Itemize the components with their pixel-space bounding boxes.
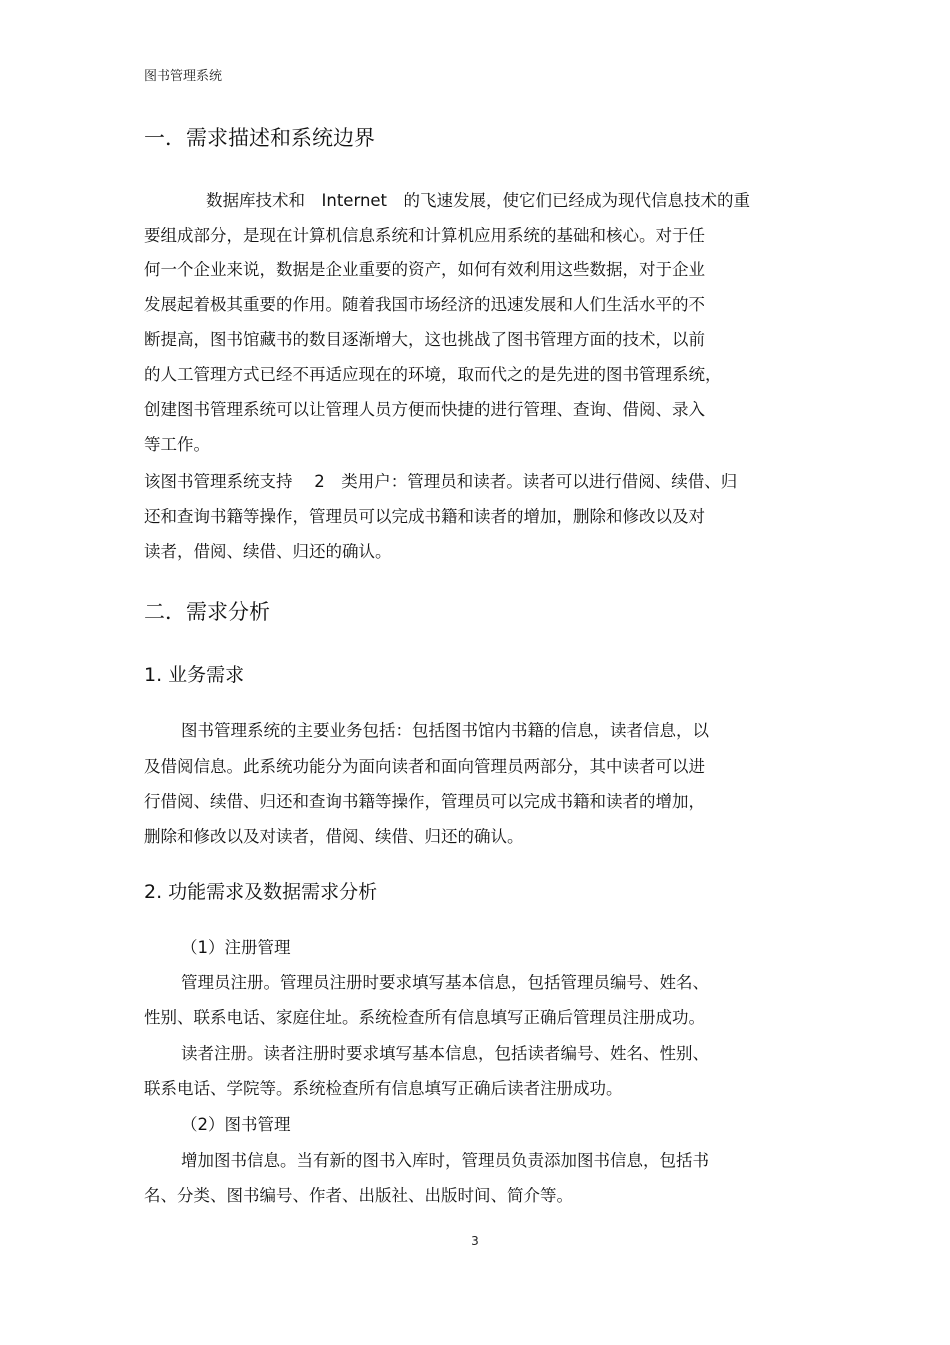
paragraph-line: 读者，借阅、续借、归还的确认。 (144, 542, 392, 561)
item-title-registration: （1）注册管理 (181, 938, 291, 957)
paragraph-line: 发展起着极其重要的作用。随着我国市场经济的迅速发展和人们生活水平的不 (144, 295, 705, 314)
paragraph-line: 读者注册。读者注册时要求填写基本信息，包括读者编号、姓名、性别、 (181, 1044, 709, 1063)
paragraph-line: 行借阅、续借、归还和查询书籍等操作，管理员可以完成书籍和读者的增加， (144, 792, 705, 811)
paragraph-line: 断提高，图书馆藏书的数目逐渐增大，这也挑战了图书管理方面的技术，以前 (144, 330, 705, 349)
paragraph-line: 名、分类、图书编号、作者、出版社、出版时间、简介等。 (144, 1186, 573, 1205)
paragraph-line: 性别、联系电话、家庭住址。系统检查所有信息填写正确后管理员注册成功。 (144, 1008, 705, 1027)
paragraph-line: 创建图书管理系统可以让管理人员方便而快捷的进行管理、查询、借阅、录入 (144, 400, 705, 419)
paragraph-line: 的人工管理方式已经不再适应现在的环境，取而代之的是先进的图书管理系统， (144, 365, 722, 384)
section-heading-requirements-analysis: 二．需求分析 (144, 600, 270, 624)
item-title-book-management: （2）图书管理 (181, 1115, 291, 1134)
running-header: 图书管理系统 (144, 69, 223, 84)
paragraph-line: 该图书管理系统支持 2 类用户：管理员和读者。读者可以进行借阅、续借、归 (144, 472, 738, 491)
paragraph-line: 删除和修改以及对读者，借阅、续借、归还的确认。 (144, 827, 524, 846)
paragraph-line: 联系电话、学院等。系统检查所有信息填写正确后读者注册成功。 (144, 1079, 623, 1098)
subsection-heading-functional: 2. 功能需求及数据需求分析 (144, 881, 378, 903)
section-heading-requirements-boundary: 一．需求描述和系统边界 (144, 126, 375, 150)
paragraph-line: 数据库技术和 Internet 的飞速发展，使它们已经成为现代信息技术的重 (206, 191, 751, 210)
paragraph-line: 何一个企业来说，数据是企业重要的资产，如何有效利用这些数据，对于企业 (144, 260, 705, 279)
paragraph-line: 图书管理系统的主要业务包括：包括图书馆内书籍的信息，读者信息，以 (181, 721, 709, 740)
subsection-heading-business: 1. 业务需求 (144, 664, 245, 686)
paragraph-line: 要组成部分，是现在计算机信息系统和计算机应用系统的基础和核心。对于任 (144, 226, 705, 245)
paragraph-line: 增加图书信息。当有新的图书入库时，管理员负责添加图书信息，包括书 (181, 1151, 709, 1170)
page-number: 3 (471, 1234, 479, 1248)
paragraph-line: 管理员注册。管理员注册时要求填写基本信息，包括管理员编号、姓名、 (181, 973, 709, 992)
paragraph-line: 等工作。 (144, 435, 210, 454)
paragraph-line: 及借阅信息。此系统功能分为面向读者和面向管理员两部分，其中读者可以进 (144, 757, 705, 776)
paragraph-line: 还和查询书籍等操作，管理员可以完成书籍和读者的增加，删除和修改以及对 (144, 507, 705, 526)
